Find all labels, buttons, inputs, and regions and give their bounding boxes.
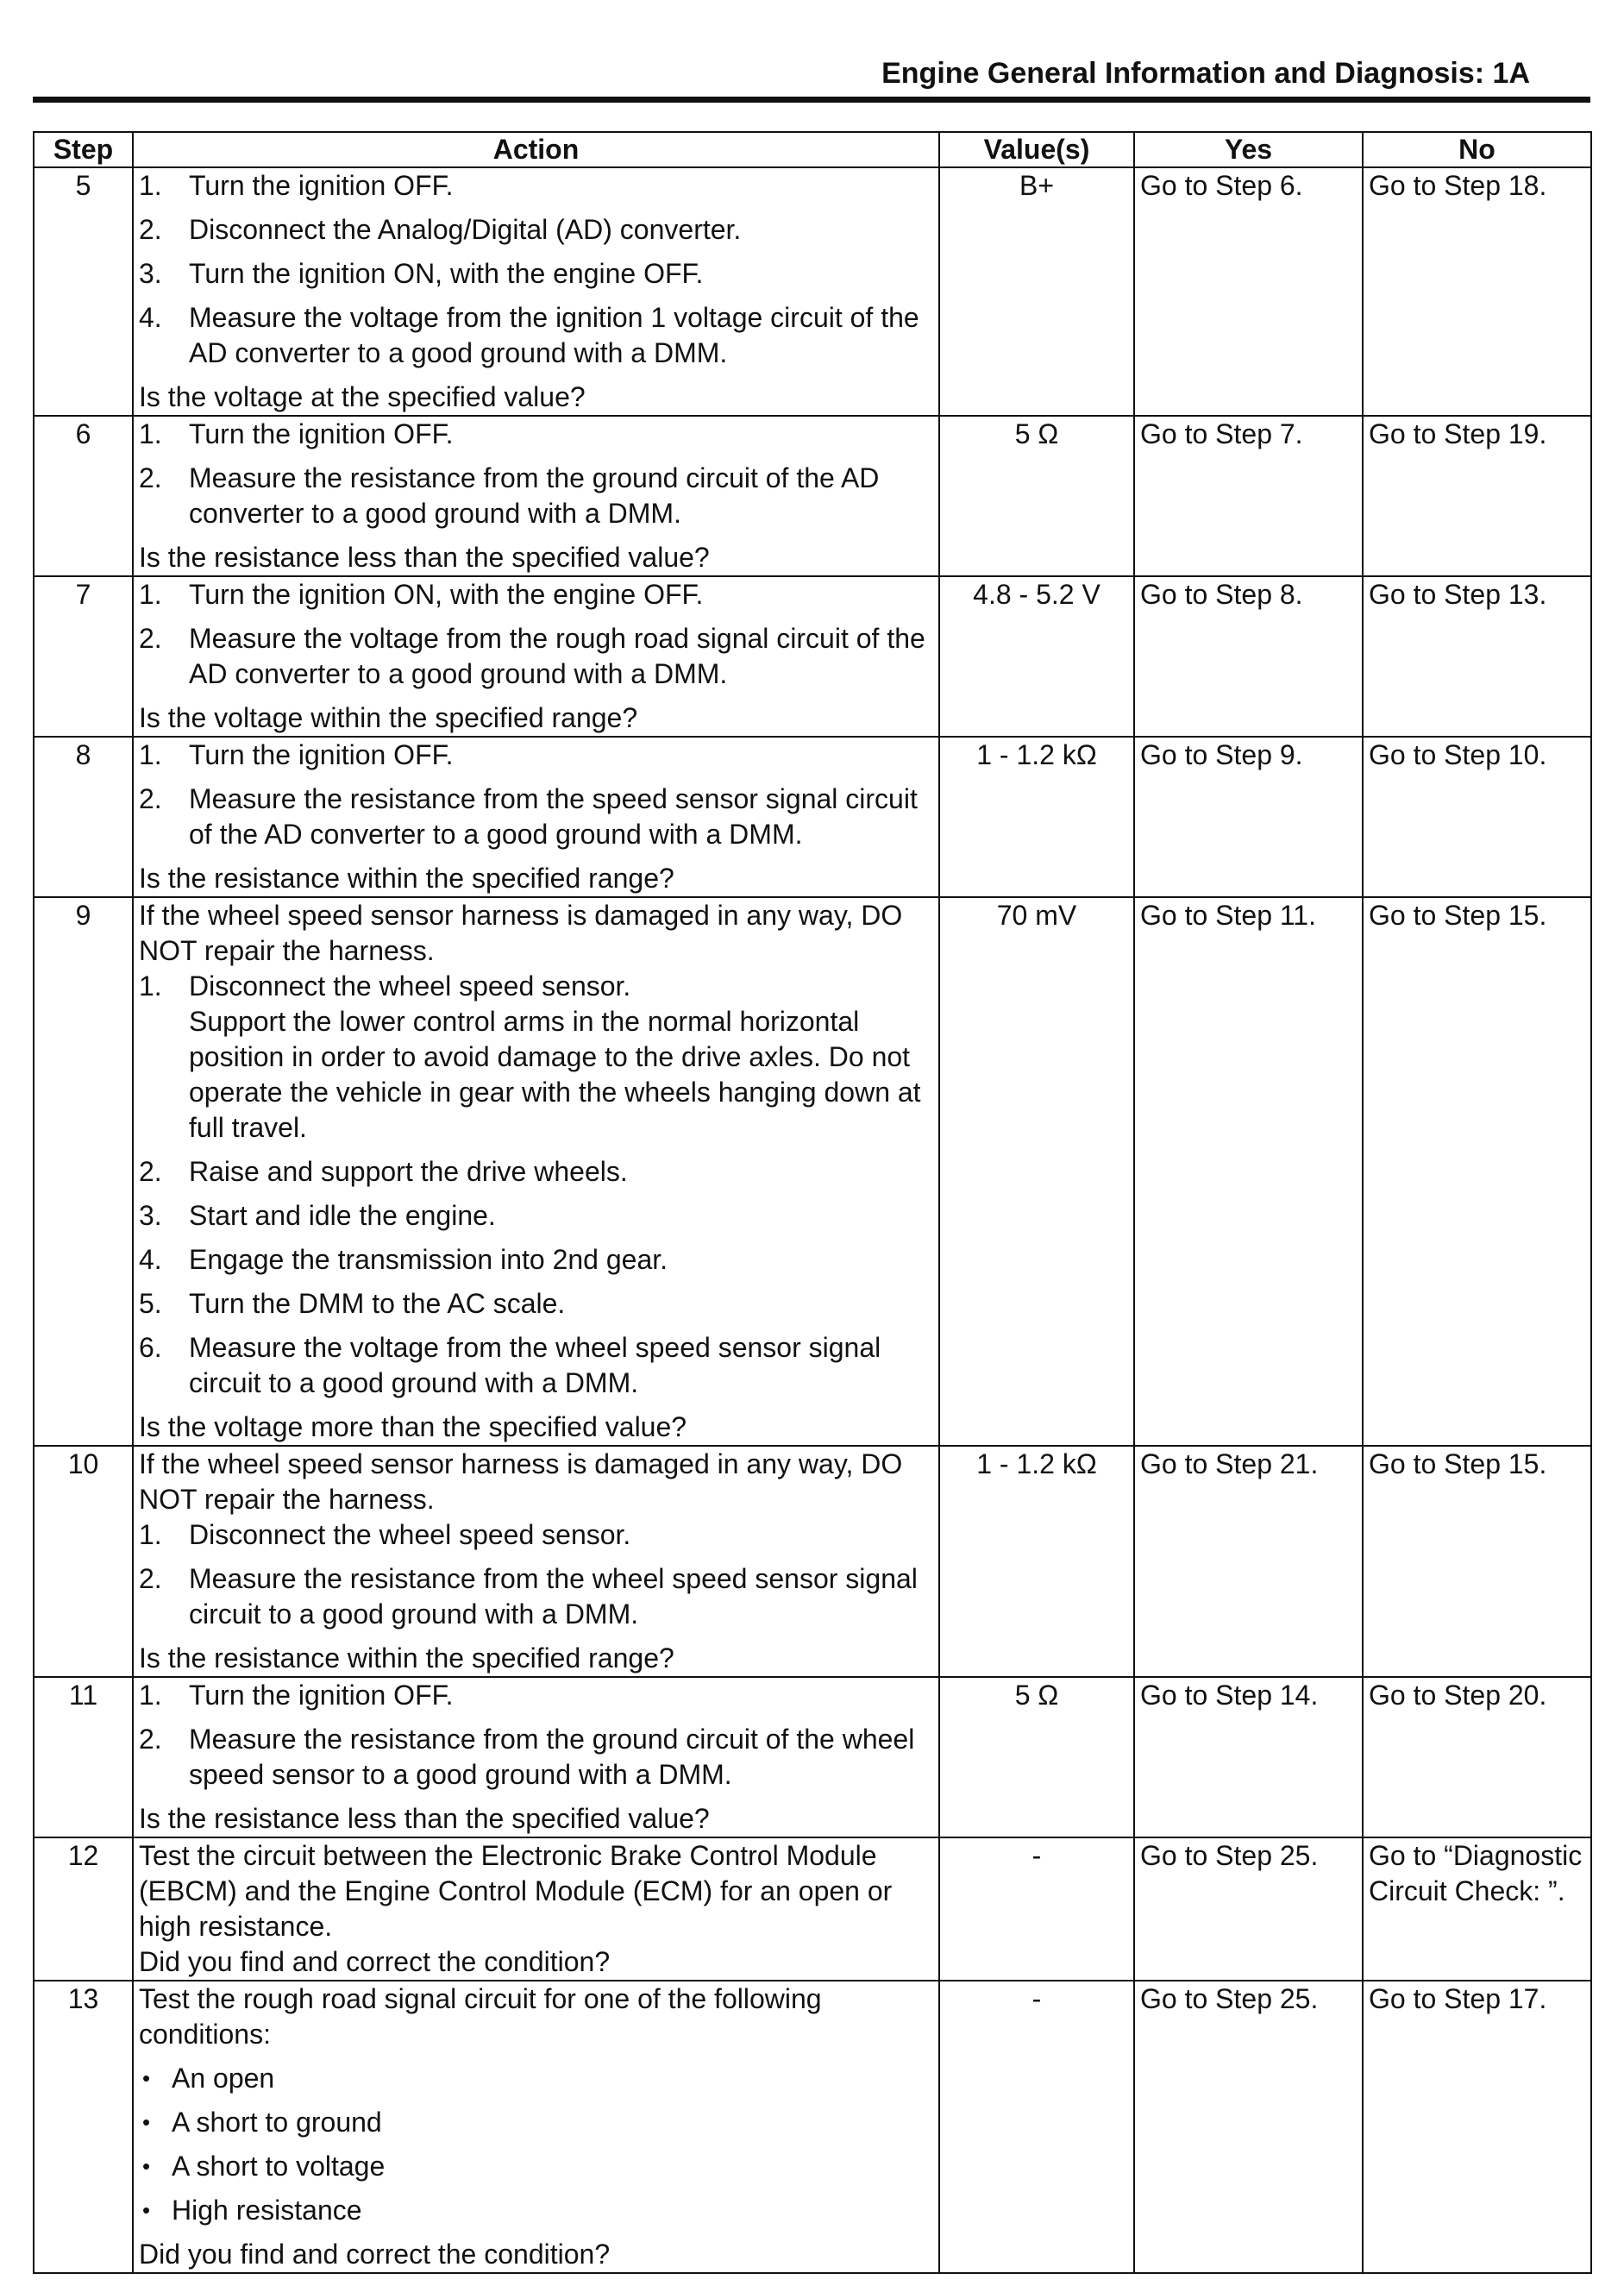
action-step-number: 5.: [139, 1288, 162, 1319]
action-question: Is the voltage within the specified range?: [139, 702, 638, 733]
table-row: [34, 897, 1591, 1446]
action-step-text: Measure the resistance from the ground circuit of the AD converter to a good ground with a DMM.: [189, 462, 880, 529]
value-cell: -: [939, 1837, 1134, 1981]
table-row: [34, 416, 1591, 576]
action-step-number: 1.: [139, 970, 162, 1002]
action-step: [139, 1678, 933, 1713]
action-step-number: 1.: [139, 418, 162, 449]
action-step-text: Turn the ignition ON, with the engine OFF.: [189, 258, 704, 289]
action-step-number: 2.: [139, 1563, 162, 1594]
action-step: [139, 417, 933, 452]
column-header-action: Action: [133, 132, 939, 167]
action-step: [139, 1330, 933, 1401]
action-step-text: Engage the transmission into 2nd gear.: [189, 1244, 668, 1275]
action-steps-list: [139, 1517, 933, 1632]
action-step-text: Measure the resistance from the speed sensor signal circuit of the AD converter to a good ground with a DMM.: [189, 783, 918, 850]
column-header-values: Value(s): [939, 132, 1134, 167]
column-header-yes: Yes: [1134, 132, 1363, 167]
column-header-step: Step: [34, 132, 133, 167]
action-step: [139, 1561, 933, 1632]
action-step: [139, 1198, 933, 1234]
action-cell: [133, 416, 939, 576]
action-step-number: 1.: [139, 1519, 162, 1550]
yes-cell: Go to Step 25.: [1134, 1981, 1363, 2273]
action-step-text: Disconnect the Analog/Digital (AD) converter.: [189, 214, 742, 245]
no-cell: Go to Step 15.: [1363, 897, 1591, 1446]
action-question: Is the voltage at the specified value?: [139, 381, 586, 412]
step-number-cell: 10: [34, 1446, 133, 1677]
action-step-text: Measure the resistance from the wheel speed sensor signal circuit to a good ground with a DMM.: [189, 1563, 918, 1630]
action-question: Is the resistance less than the specified value?: [139, 542, 710, 573]
yes-cell: Go to Step 7.: [1134, 416, 1363, 576]
action-cell: [133, 576, 939, 737]
no-cell: Go to Step 10.: [1363, 737, 1591, 897]
action-steps-list: [139, 577, 933, 692]
action-step-text: Turn the ignition OFF.: [189, 170, 454, 201]
action-step-text: Measure the resistance from the ground circuit of the wheel speed sensor to a good ground with a DMM.: [189, 1724, 915, 1790]
yes-cell: Go to Step 21.: [1134, 1446, 1363, 1677]
page-header: [33, 53, 1590, 97]
no-cell: Go to Step 19.: [1363, 416, 1591, 576]
action-step: [139, 577, 933, 612]
action-step: [139, 1517, 933, 1553]
value-cell: 1 - 1.2 kΩ: [939, 737, 1134, 897]
value-cell: -: [939, 1981, 1134, 2273]
action-intro: Test the rough road signal circuit for one of the following conditions:: [139, 1983, 822, 2050]
action-step: [139, 256, 933, 292]
action-step-text: Turn the ignition OFF.: [189, 1680, 454, 1711]
action-step-number: 2.: [139, 462, 162, 493]
yes-cell: Go to Step 11.: [1134, 897, 1363, 1446]
no-cell: Go to Step 13.: [1363, 576, 1591, 737]
action-step: [139, 1242, 933, 1278]
table-row: [34, 1837, 1591, 1981]
action-cell: [133, 167, 939, 416]
table-row: [34, 167, 1591, 416]
action-step-number: 3.: [139, 1200, 162, 1231]
action-step-number: 4.: [139, 302, 162, 333]
action-step-number: 6.: [139, 1332, 162, 1363]
action-step-number: 3.: [139, 258, 162, 289]
page-header-title: Engine General Information and Diagnosis: 1A: [881, 57, 1530, 90]
action-step: [139, 782, 933, 852]
no-cell: Go to Step 18.: [1363, 167, 1591, 416]
action-step-text: Turn the ignition ON, with the engine OFF.: [189, 579, 704, 610]
action-step: [139, 738, 933, 773]
diagnostic-table: [33, 131, 1592, 2274]
action-step-number: 1.: [139, 579, 162, 610]
action-step-number: 2.: [139, 1156, 162, 1187]
action-step: [139, 621, 933, 692]
table-row: [34, 737, 1591, 897]
condition-item: • An open: [139, 2061, 933, 2096]
action-step: [139, 300, 933, 371]
action-step-text: Turn the ignition OFF.: [189, 739, 454, 770]
value-cell: 70 mV: [939, 897, 1134, 1446]
action-step: [139, 969, 933, 1146]
step-number-cell: 8: [34, 737, 133, 897]
yes-cell: Go to Step 8.: [1134, 576, 1363, 737]
action-step-text: Turn the ignition OFF.: [189, 418, 454, 449]
step-number-cell: 11: [34, 1677, 133, 1837]
value-cell: 5 Ω: [939, 1677, 1134, 1837]
action-step-number: 4.: [139, 1244, 162, 1275]
action-steps-list: [139, 969, 933, 1401]
action-cell: [133, 1981, 939, 2273]
action-step-text: Disconnect the wheel speed sensor.: [189, 1519, 631, 1550]
condition-item: • A short to ground: [139, 2105, 933, 2140]
no-cell: Go to Step 20.: [1363, 1677, 1591, 1837]
no-cell: Go to “Diagnostic Circuit Check: ”.: [1363, 1837, 1591, 1981]
action-question: Is the voltage more than the specified value?: [139, 1411, 687, 1442]
column-header-no: No: [1363, 132, 1591, 167]
action-step-number: 1.: [139, 170, 162, 201]
table-header-row: [34, 132, 1591, 167]
step-number-cell: 13: [34, 1981, 133, 2273]
value-cell: B+: [939, 167, 1134, 416]
action-steps-list: [139, 1678, 933, 1793]
yes-cell: Go to Step 9.: [1134, 737, 1363, 897]
condition-list: [139, 2061, 933, 2228]
step-number-cell: 9: [34, 897, 133, 1446]
action-steps-list: [139, 417, 933, 531]
value-cell: 4.8 - 5.2 V: [939, 576, 1134, 737]
value-cell: 1 - 1.2 kΩ: [939, 1446, 1134, 1677]
action-step-number: 2.: [139, 214, 162, 245]
action-question: Did you find and correct the condition?: [139, 1946, 611, 1977]
table-row: [34, 1446, 1591, 1677]
action-step: [139, 461, 933, 531]
action-intro: Test the circuit between the Electronic Brake Control Module (EBCM) and the Engine Control Module (ECM) for an open or high resistance.: [139, 1840, 893, 1942]
yes-cell: Go to Step 6.: [1134, 167, 1363, 416]
action-question: Is the resistance within the specified range?: [139, 1642, 674, 1674]
action-intro: If the wheel speed sensor harness is damaged in any way, DO NOT repair the harness.: [139, 900, 903, 966]
action-step-text: Disconnect the wheel speed sensor.: [189, 970, 631, 1002]
action-step-text: Measure the voltage from the rough road signal circuit of the AD converter to a good ground with a DMM.: [189, 623, 925, 689]
yes-cell: Go to Step 25.: [1134, 1837, 1363, 1981]
action-step: [139, 168, 933, 204]
step-number-cell: 5: [34, 167, 133, 416]
action-step-number: 2.: [139, 1724, 162, 1755]
action-cell: [133, 737, 939, 897]
table-row: [34, 1981, 1591, 2273]
action-step-number: 2.: [139, 623, 162, 654]
action-cell: [133, 1446, 939, 1677]
condition-item: • A short to voltage: [139, 2149, 933, 2184]
action-step: [139, 1154, 933, 1190]
step-number-cell: 12: [34, 1837, 133, 1981]
action-step: [139, 212, 933, 248]
action-step-number: 2.: [139, 783, 162, 814]
action-cell: [133, 897, 939, 1446]
yes-cell: Go to Step 14.: [1134, 1677, 1363, 1837]
step-number-cell: 6: [34, 416, 133, 576]
step-number-cell: 7: [34, 576, 133, 737]
table-row: [34, 576, 1591, 737]
no-cell: Go to Step 17.: [1363, 1981, 1591, 2273]
action-step-number: 1.: [139, 1680, 162, 1711]
action-step-note: Support the lower control arms in the normal horizontal position in order to avoid damage to the drive axles. Do not operate the vehicle in gear with the wheels hanging down at full travel.: [189, 1006, 921, 1143]
action-cell: [133, 1677, 939, 1837]
action-question: Is the resistance less than the specified value?: [139, 1803, 710, 1834]
action-steps-list: [139, 168, 933, 371]
action-step-text: Turn the DMM to the AC scale.: [189, 1288, 566, 1319]
action-step-text: Measure the voltage from the wheel speed sensor signal circuit to a good ground with a DMM.: [189, 1332, 881, 1398]
action-question: Is the resistance within the specified range?: [139, 863, 674, 894]
value-cell: 5 Ω: [939, 416, 1134, 576]
action-question: Did you find and correct the condition?: [139, 2239, 611, 2270]
table-row: [34, 1677, 1591, 1837]
header-rule: [33, 97, 1590, 103]
action-cell: [133, 1837, 939, 1981]
no-cell: Go to Step 15.: [1363, 1446, 1591, 1677]
action-step-text: Measure the voltage from the ignition 1 voltage circuit of the AD converter to a good ground with a DMM.: [189, 302, 919, 368]
action-step: [139, 1286, 933, 1322]
action-intro: If the wheel speed sensor harness is damaged in any way, DO NOT repair the harness.: [139, 1448, 903, 1515]
action-steps-list: [139, 738, 933, 852]
action-step-number: 1.: [139, 739, 162, 770]
condition-item: • High resistance: [139, 2193, 933, 2228]
action-step: [139, 1722, 933, 1793]
action-step-text: Start and idle the engine.: [189, 1200, 496, 1231]
action-step-text: Raise and support the drive wheels.: [189, 1156, 628, 1187]
